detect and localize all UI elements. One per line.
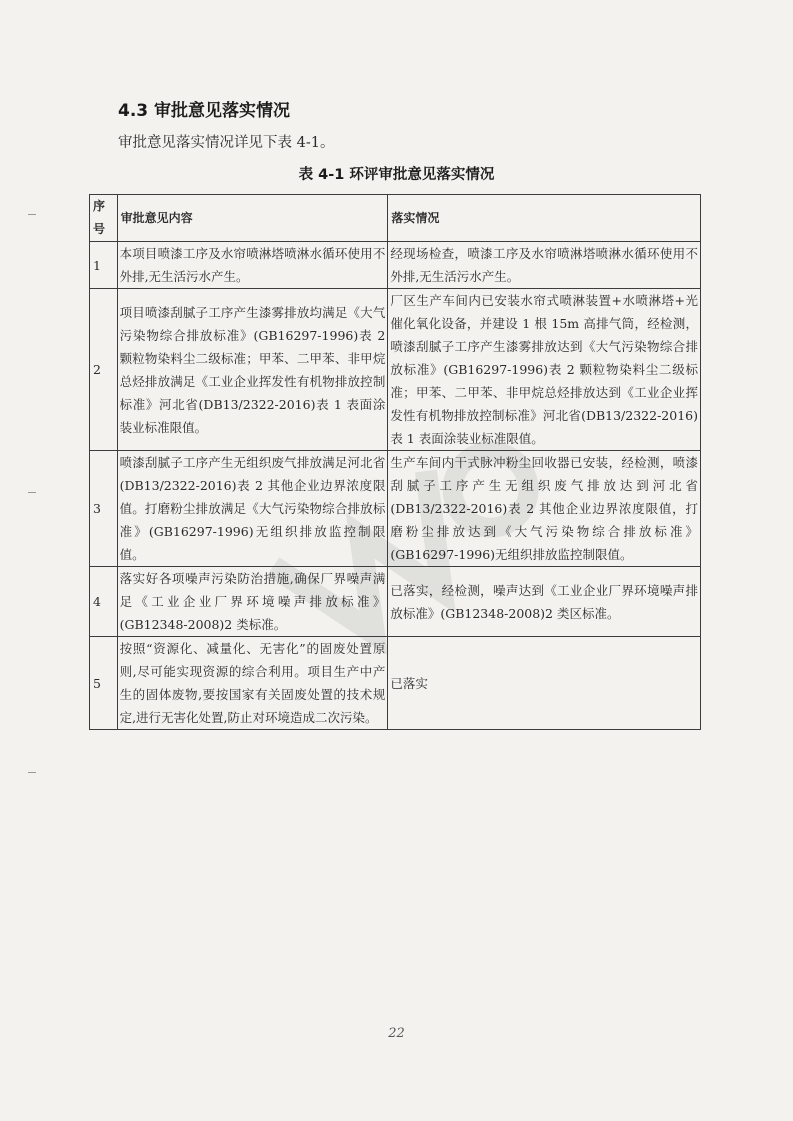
scan-margin-mark [28,214,36,215]
scan-margin-mark [28,492,36,493]
header-status: 落实情况 [388,195,701,242]
header-requirement: 审批意见内容 [117,195,388,242]
approval-opinion-table [89,194,701,730]
intro-text: 审批意见落实情况详见下表 4-1。 [118,135,335,151]
table-header-row [90,195,701,242]
row-status: 生产车间内干式脉冲粉尘回收器已安装，经检测，喷漆刮腻子工序产生无组织废气排放达到河北省(DB13/2322-2016)表 2 其他企业边界浓度限值，打磨粉尘排放达到《大气污染物综合排放标准》(GB16297-1996)无组织排放监控制限值。 [388,451,701,567]
table-row [90,242,701,289]
page-number: 22 [388,1026,405,1041]
header-number: 序号 [90,195,118,242]
table-row [90,289,701,451]
row-status: 已落实 [388,637,701,730]
row-requirement: 本项目喷漆工序及水帘喷淋塔喷淋水循环使用不外排,无生活污水产生。 [117,242,388,289]
row-status: 已落实，经检测，噪声达到《工业企业厂界环境噪声排放标准》(GB12348-2008)2 类区标准。 [388,567,701,637]
table-row [90,451,701,567]
row-requirement: 落实好各项噪声污染防治措施,确保厂界噪声满足《工业企业厂界环境噪声排放标准》(GB12348-2008)2 类标准。 [117,567,388,637]
row-requirement: 按照“资源化、减量化、无害化”的固废处置原则,尽可能实现资源的综合利用。项目生产中产生的固体废物,要按国家有关固废处置的技术规定,进行无害化处置,防止对环境造成二次污染。 [117,637,388,730]
scan-margin-mark [28,772,36,773]
row-number: 1 [90,242,118,289]
table-caption: 表 4-1 环评审批意见落实情况 [298,167,495,183]
row-status: 厂区生产车间内已安装水帘式喷淋装置+水喷淋塔+光催化氧化设备，并建设 1 根 15m 高排气筒，经检测，喷漆刮腻子工序产生漆雾排放达到《大气污染物综合排放标准》(GB16297-1996)表 2 颗粒物染料尘二级标准；甲苯、二甲苯、非甲烷总烃排放达到《工业企业挥发性有机物排放控制标准》河北省(DB13/2322-2016)表 1 表面涂装业标准限值。 [388,289,701,451]
row-status: 经现场检查，喷漆工序及水帘喷淋塔喷淋水循环使用不外排,无生活污水产生。 [388,242,701,289]
row-requirement: 喷漆刮腻子工序产生无组织废气排放满足河北省(DB13/2322-2016)表 2 其他企业边界浓度限值。打磨粉尘排放满足《大气污染物综合排放标准》(GB16297-1996)无组织排放监控制限值。 [117,451,388,567]
table-row [90,567,701,637]
row-number: 5 [90,637,118,730]
row-number: 3 [90,451,118,567]
row-number: 2 [90,289,118,451]
section-title: 4.3 审批意见落实情况 [118,101,291,121]
row-requirement: 项目喷漆刮腻子工序产生漆雾排放均满足《大气污染物综合排放标准》(GB16297-1996)表 2 颗粒物染料尘二级标准；甲苯、二甲苯、非甲烷总烃排放满足《工业企业挥发性有机物排放控制标准》河北省(DB13/2322-2016)表 1 表面涂装业标准限值。 [117,289,388,451]
row-number: 4 [90,567,118,637]
table-row [90,637,701,730]
